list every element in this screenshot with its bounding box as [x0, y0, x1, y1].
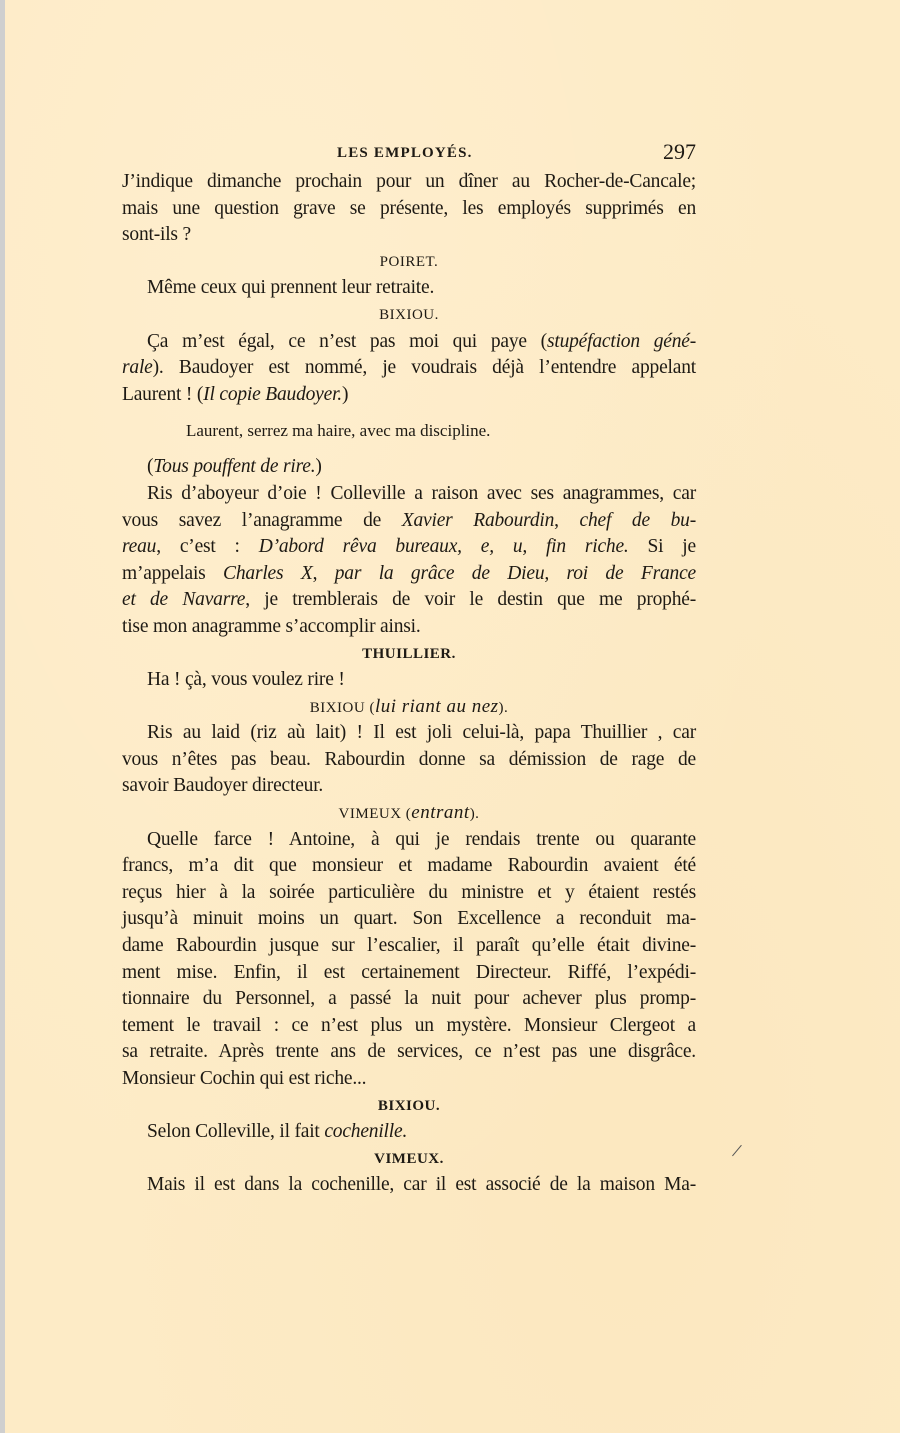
text-line [122, 1119, 696, 1146]
text-run: , [554, 509, 580, 531]
text-line: tement le travail : ce n’est plus un mystère. Monsieur Clergeot a [122, 1014, 696, 1036]
paragraph-1 [122, 169, 696, 249]
text-run: Si je [628, 536, 696, 558]
text-line [122, 508, 696, 535]
text-line: Monsieur Cochin qui est riche... [122, 1068, 367, 1089]
paragraph-4 [122, 454, 696, 640]
speaker-label: THUILLIER. [362, 645, 456, 662]
stage-direction: entrant [411, 802, 470, 824]
stage-direction [122, 454, 696, 481]
text-line: dame Rabourdin jusque sur l’escalier, il paraît qu’elle était divine- [122, 935, 696, 957]
text-line [122, 561, 696, 588]
text-line: ment mise. Enfin, il est certainement Directeur. Riffé, l’expédi- [122, 961, 696, 983]
running-title: LES EMPLOYÉS. [337, 145, 473, 161]
verse-quote: Laurent, serrez ma haire, avec ma discipline. [186, 421, 491, 441]
speaker-label [122, 800, 696, 827]
italic-run: par la grâce de Dieu, roi de France [334, 562, 697, 584]
italic-run: Charles X [223, 562, 313, 584]
text-line: Mais il est dans la cochenille, car il est associé de la maison Ma- [147, 1174, 696, 1196]
speaker-label: BIXIOU. [377, 1097, 441, 1114]
speaker-label: POIRET. [379, 253, 439, 270]
text-line: savoir Baudoyer directeur. [122, 775, 324, 797]
text-run: Ça m’est égal, ce n’est pas moi qui paye ( [147, 330, 547, 352]
italic-run: reau [122, 536, 157, 558]
page-number: 297 [663, 139, 696, 164]
stage-direction: lui riant au nez [374, 695, 499, 717]
text-run: , c’est : [156, 536, 259, 558]
text-run: ). Baudoyer est nommé, je voudrais déjà l’entendre appelant [152, 357, 696, 379]
text-line: Quelle farce ! Antoine, à qui je rendais trente ou quarante [147, 828, 696, 850]
running-head [122, 139, 696, 169]
text-run: ( [147, 456, 154, 478]
italic-run: cochenille. [324, 1121, 408, 1143]
italic-run: rale [122, 357, 153, 379]
text-line: Ha ! çà, vous voulez rire ! [147, 669, 345, 691]
text-line: Ris au laid (riz aù lait) ! Il est joli celui-là, papa Thuillier , car [147, 722, 696, 744]
text-line: sont-ils ? [122, 224, 191, 246]
italic-run: D’abord rêva bureaux, e, u, fin riche. [258, 536, 629, 558]
text-run: ). [469, 806, 480, 823]
paragraph-3 [122, 329, 696, 409]
text-line: tionnaire du Personnel, a passé la nuit pour achever plus promp- [122, 988, 696, 1010]
speaker-label [122, 694, 696, 721]
italic-run: Tous pouffent de rire. [153, 456, 316, 478]
italic-run: Il copie Baudoyer. [203, 383, 342, 405]
text-line: Même ceux qui prennent leur retraite. [147, 277, 435, 299]
text-run: Laurent ! ( [122, 383, 204, 405]
text-run: , [312, 562, 335, 584]
text-line [122, 329, 696, 356]
text-run: , je tremblerais de voir le destin que me prophé- [245, 589, 697, 611]
text-line: francs, m’a dit que monsieur et madame Rabourdin avaient été [122, 855, 696, 877]
text-run: m’appelais [122, 562, 224, 584]
italic-run: chef de bu- [579, 509, 696, 531]
text-line: J’indique dimanche prochain pour un dîner au Rocher-de-Cancale; [122, 171, 696, 192]
text-line: tise mon anagramme s’accomplir ainsi. [122, 615, 421, 637]
italic-run: Xavier Rabourdin [401, 509, 555, 531]
text-line [122, 355, 696, 382]
text-line: jusqu’à minuit moins un quart. Son Excellence a reconduit ma- [122, 908, 696, 930]
text-line [122, 587, 696, 614]
italic-run: et de Navarre [122, 589, 246, 611]
text-run: Selon Colleville, il fait [147, 1121, 325, 1143]
text-line: sa retraite. Après trente ans de services, ce n’est pas une disgrâce. [122, 1041, 696, 1063]
text-column [122, 139, 697, 1199]
text-line: Ris d’aboyeur d’oie ! Colleville a raison avec ses anagrammes, car [147, 482, 696, 504]
paragraph-7 [122, 827, 696, 1093]
text-line: reçus hier à la soirée particulière du ministre et y étaient restés [122, 881, 696, 903]
text-line: vous n’êtes pas beau. Rabourdin donne sa démission de rage de [122, 748, 696, 770]
speaker-name: VIMEUX ( [338, 806, 412, 823]
speaker-name: BIXIOU ( [309, 699, 375, 716]
italic-run: stupéfaction géné- [546, 330, 697, 352]
paragraph-6 [122, 720, 696, 800]
speaker-label: VIMEUX. [374, 1150, 444, 1167]
text-run: ) [315, 456, 322, 478]
speaker-label: BIXIOU. [379, 306, 439, 323]
text-line: mais une question grave se présente, les employés supprimés en [122, 197, 696, 219]
text-line [122, 534, 696, 561]
text-run: ) [342, 383, 349, 405]
text-run: vous savez l’anagramme de [122, 509, 402, 531]
text-run: ). [498, 699, 509, 716]
text-line [122, 382, 696, 409]
